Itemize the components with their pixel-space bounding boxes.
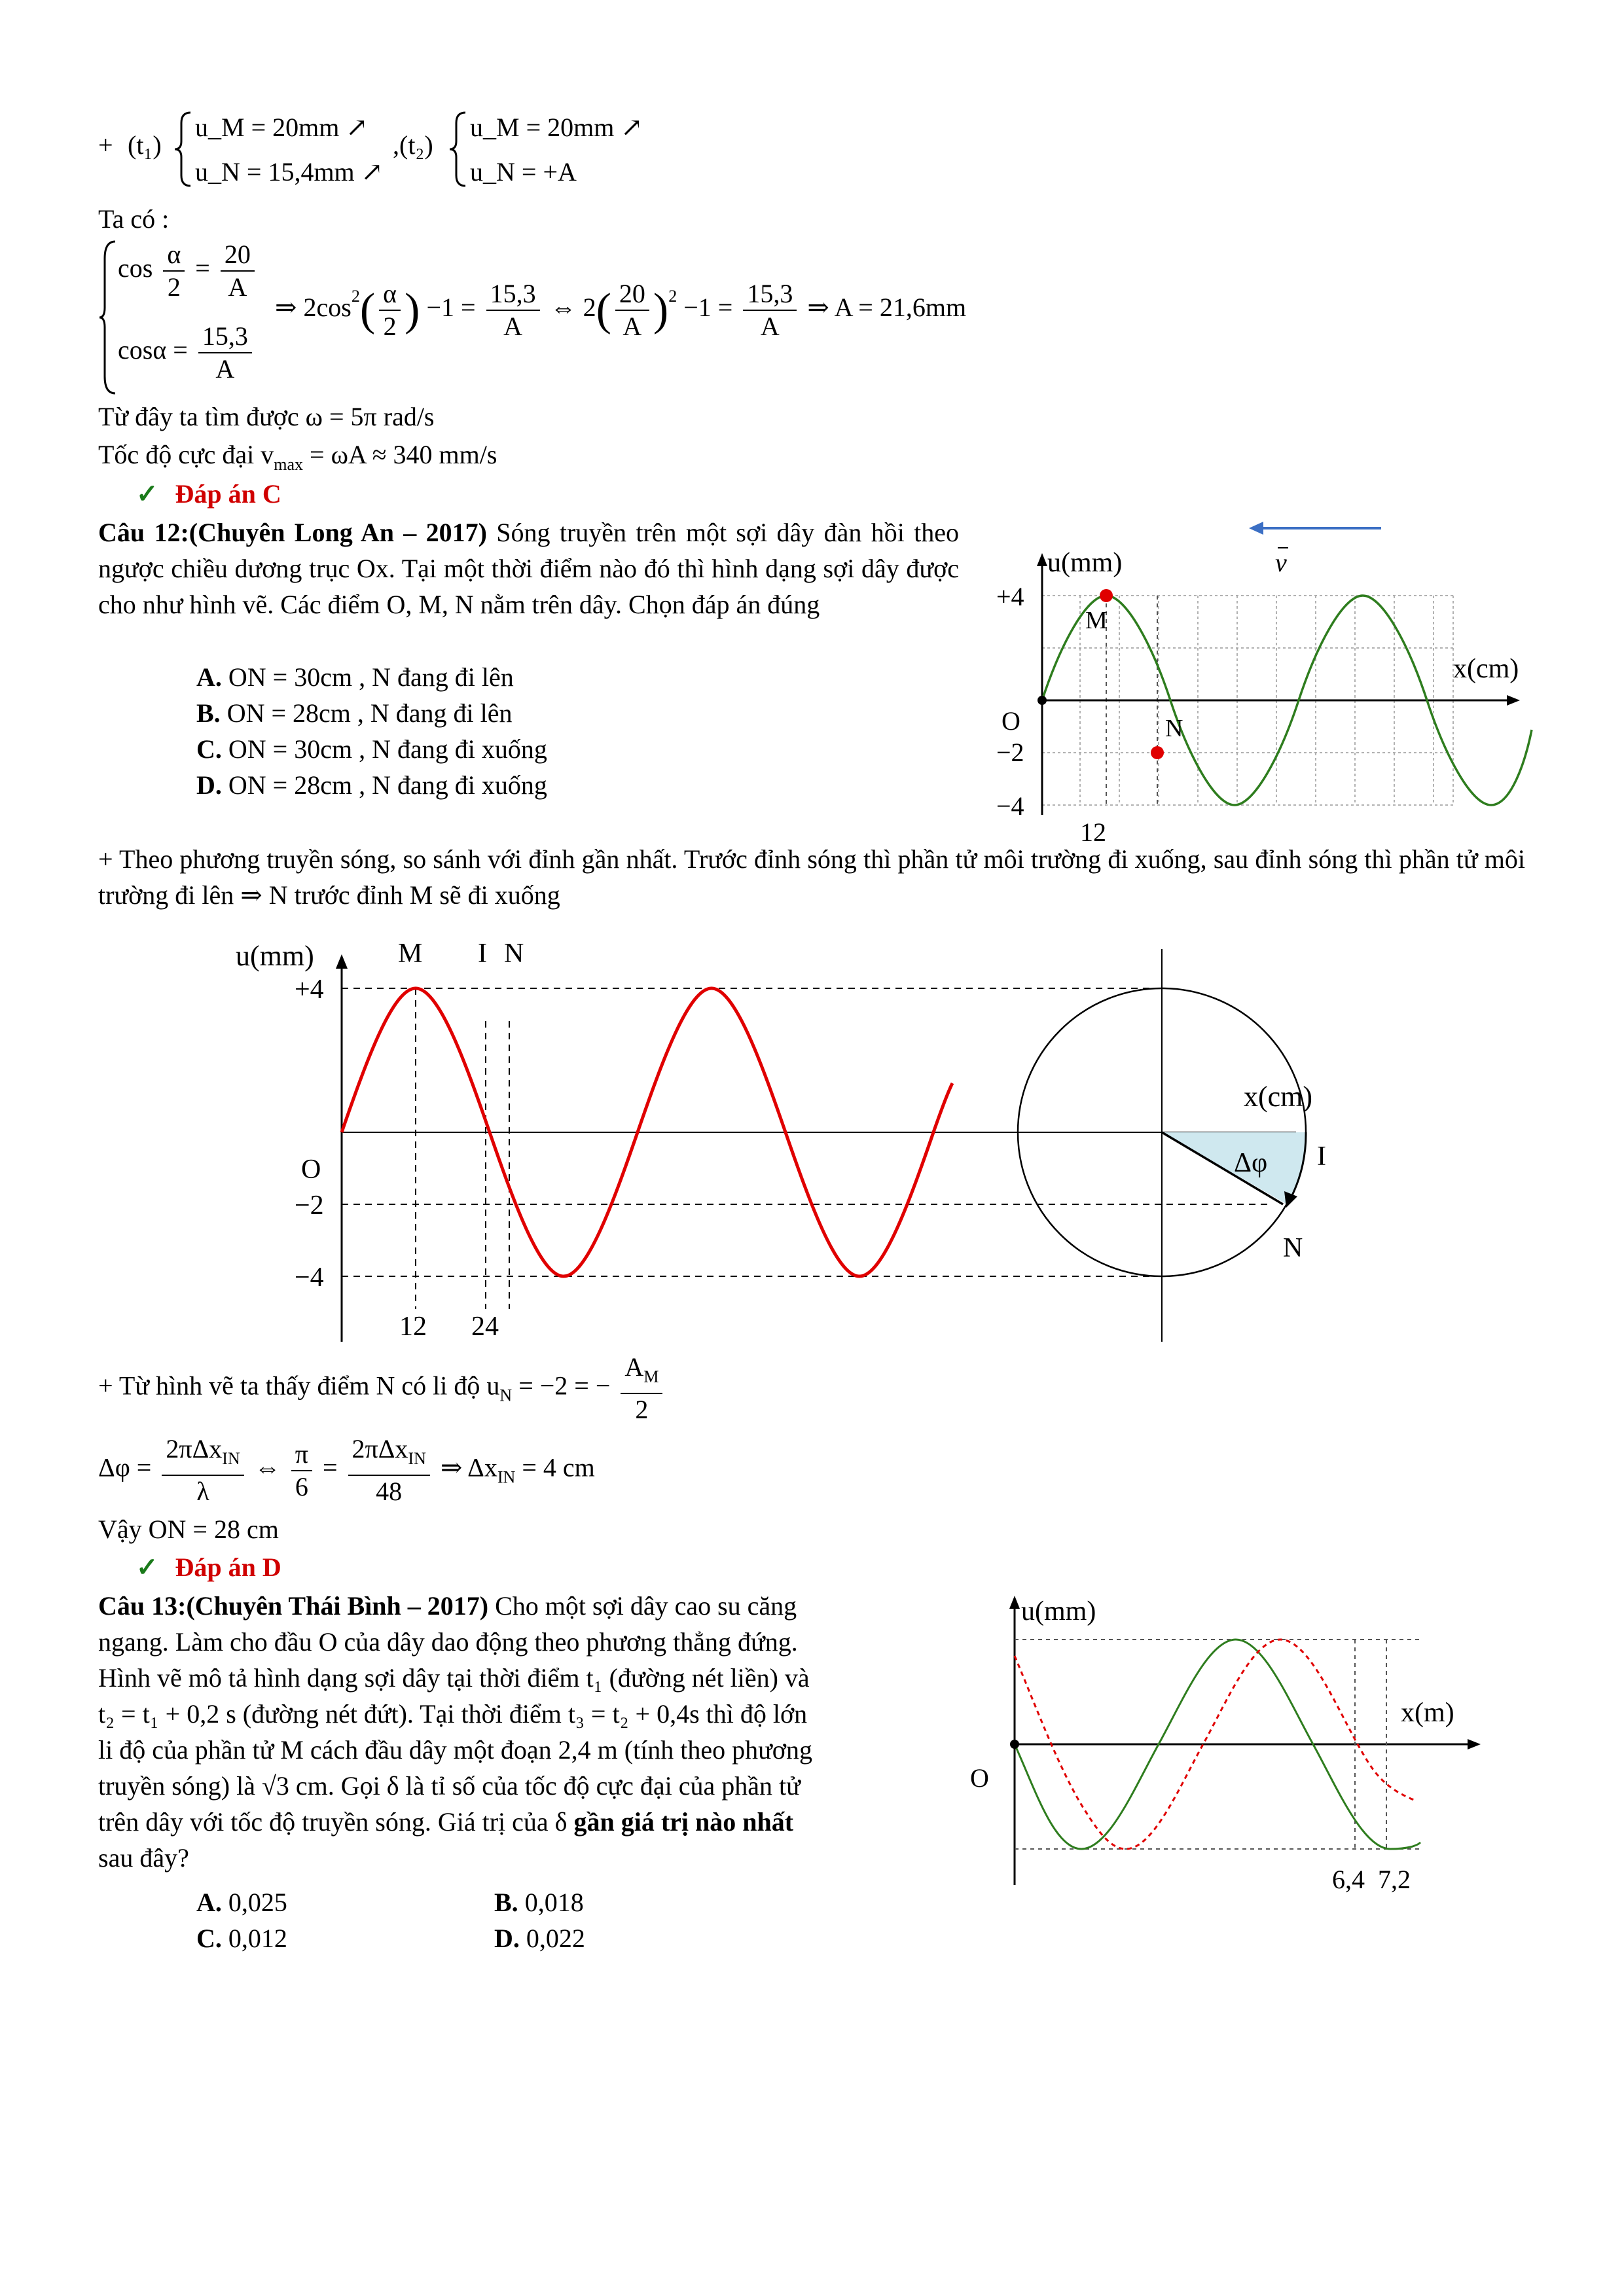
q13-option-d[interactable]: D. 0,022 bbox=[494, 1924, 585, 1953]
q12-conclusion: Vậy ON = 28 cm bbox=[98, 1515, 279, 1544]
svg-text:O: O bbox=[970, 1763, 989, 1793]
svg-text:−2: −2 bbox=[996, 738, 1024, 767]
svg-text:O: O bbox=[1001, 706, 1020, 736]
svg-text:7,2: 7,2 bbox=[1378, 1865, 1411, 1894]
eq-chain: ⇒ $2\cos^2$( $\frac{\alpha}{2}$ ) −1 = $\frac{15,3}{A}$ ⇔ 2( $\frac{20}{A}$ )$^2$ −1 = $\frac{15,3}{A}$ ⇒ A = 21,6mm bbox=[275, 279, 967, 341]
origin-dot bbox=[1010, 1740, 1019, 1749]
brace-t1 bbox=[173, 110, 193, 188]
svg-text:12: 12 bbox=[399, 1312, 427, 1342]
point-n bbox=[1151, 746, 1164, 759]
q12-option-a[interactable]: A. ON = 30cm , N đang đi lên bbox=[196, 662, 514, 692]
svg-text:x(cm): x(cm) bbox=[1453, 654, 1519, 684]
q12-text: Câu 12:(Chuyên Long An – 2017) Sóng truyền trên một sợi dây đàn hồi theo ngược chiều dương trục Ox. Tại một thời điểm nào đó thì hình dạng sợi dây được cho như hình vẽ. Các điểm O, M, N nằm trên dây. Chọn đáp án đúng bbox=[98, 518, 960, 619]
q12-option-d[interactable]: D. ON = 28cm , N đang đi xuống bbox=[196, 770, 547, 800]
q13-option-b[interactable]: B. 0,018 bbox=[494, 1888, 584, 1917]
svg-text:−4: −4 bbox=[295, 1263, 324, 1293]
t2-uM: u_M = 20mm ↗ bbox=[470, 113, 643, 142]
svg-text:M: M bbox=[398, 939, 423, 969]
check-icon: ✓ bbox=[136, 479, 158, 509]
svg-text:I: I bbox=[478, 939, 487, 969]
t2-label: ,(t₂) bbox=[393, 130, 433, 160]
eq-row1: cos $\frac{\alpha}{2}$ = $\frac{20}{A}$ bbox=[118, 239, 259, 303]
brace-system bbox=[98, 239, 118, 396]
svg-text:−4: −4 bbox=[996, 791, 1024, 821]
svg-text:x(m): x(m) bbox=[1401, 1698, 1454, 1728]
t1-uN: u_N = 15,4mm ↗ bbox=[195, 157, 384, 187]
q12-option-c[interactable]: C. ON = 30cm , N đang đi xuống bbox=[196, 734, 547, 764]
svg-text:N: N bbox=[504, 939, 524, 969]
plus-sign: + bbox=[98, 130, 113, 160]
q13-option-c[interactable]: C. 0,012 bbox=[196, 1924, 287, 1953]
svg-text:N: N bbox=[1283, 1233, 1303, 1263]
omega-line: Từ đây ta tìm được ω = 5π rad/s bbox=[98, 402, 435, 431]
svg-text:u(mm): u(mm) bbox=[1021, 1596, 1096, 1626]
q12-option-b[interactable]: B. ON = 28cm , N đang đi lên bbox=[196, 698, 513, 728]
svg-text:+4: +4 bbox=[996, 582, 1024, 611]
ta-co: Ta có : bbox=[98, 204, 170, 234]
q13-option-a[interactable]: A. 0,025 bbox=[196, 1888, 287, 1917]
origin-dot bbox=[1038, 696, 1047, 705]
q12-dphi-eq: Δφ = $\frac{2\pi\Delta x_{IN}}{\lambda}$ ⇔ $\frac{\pi}{6}$ = $\frac{2\pi\Delta x_{IN}}{48}$ ⇒ $\Delta x_{IN} = 4$ cm bbox=[98, 1434, 595, 1506]
q13-wave-graph bbox=[962, 1590, 1486, 1905]
svg-text:12: 12 bbox=[1080, 817, 1106, 847]
answer-d: ✓ Đáp án D bbox=[136, 1552, 281, 1582]
svg-text:6,4: 6,4 bbox=[1332, 1865, 1365, 1894]
t1-uM: u_M = 20mm ↗ bbox=[195, 113, 368, 142]
q12-wave-graph bbox=[982, 514, 1551, 854]
svg-text:I: I bbox=[1317, 1141, 1326, 1172]
answer-c: ✓ Đáp án C bbox=[136, 479, 281, 509]
svg-text:24: 24 bbox=[471, 1312, 499, 1342]
q12-wave-circle-graph bbox=[196, 929, 1460, 1348]
svg-text:N: N bbox=[1165, 715, 1183, 742]
vmax-line: Tốc độ cực đại $v_{max} = \omega A \approx 340$ mm/s bbox=[98, 440, 497, 474]
svg-text:O: O bbox=[301, 1155, 321, 1185]
svg-text:−2: −2 bbox=[295, 1191, 324, 1221]
eq-row2: cosα = $\frac{15,3}{A}$ bbox=[118, 321, 256, 385]
t1-label: (t₁) bbox=[128, 130, 162, 160]
svg-text:+4: +4 bbox=[295, 975, 324, 1005]
svg-text:x(cm): x(cm) bbox=[1244, 1081, 1313, 1113]
check-icon: ✓ bbox=[136, 1552, 158, 1582]
svg-text:Δφ: Δφ bbox=[1234, 1148, 1268, 1178]
t2-uN: u_N = +A bbox=[470, 157, 577, 187]
q12-explain2: + Từ hình vẽ ta thấy điểm N có li độ $u_N = -2$ = − $\frac{A_M}{2}$ bbox=[98, 1352, 666, 1426]
brace-t2 bbox=[448, 110, 468, 188]
q12-explain1: + Theo phương truyền sóng, so sánh với đỉnh gần nhất. Trước đỉnh sóng thì phần tử môi trường đi xuống, sau đỉnh sóng thì phần tử môi trường đi lên ⇒ N trước đỉnh M sẽ đi xuống bbox=[98, 844, 1525, 910]
svg-text:v: v bbox=[1275, 548, 1287, 577]
svg-text:u(mm): u(mm) bbox=[236, 940, 314, 972]
point-m bbox=[1100, 589, 1113, 602]
svg-text:M: M bbox=[1085, 607, 1108, 634]
svg-text:u(mm): u(mm) bbox=[1047, 548, 1123, 578]
q13-text: Câu 13:(Chuyên Thái Bình – 2017) Cho một sợi dây cao su căng ngang. Làm cho đầu O của dây dao động theo phương thẳng đứng. Hình vẽ mô tả hình dạng sợi dây tại thời điểm t₁ (đường nét liền) và t₂ = t₁ + 0,2 s (đường nét đứt). Tại thời điểm t₃ = t₂ + 0,4s thì độ lớn li độ của phần tử M cách đầu dây một đoạn 2,4 m (tính theo phương truyền sóng) là √3 cm. Gọi δ là tỉ số của tốc độ cực đại của phần tử trên dây với tốc độ truyền sóng. Giá trị của δ gần giá trị nào nhất sau đây? bbox=[98, 1591, 812, 1873]
